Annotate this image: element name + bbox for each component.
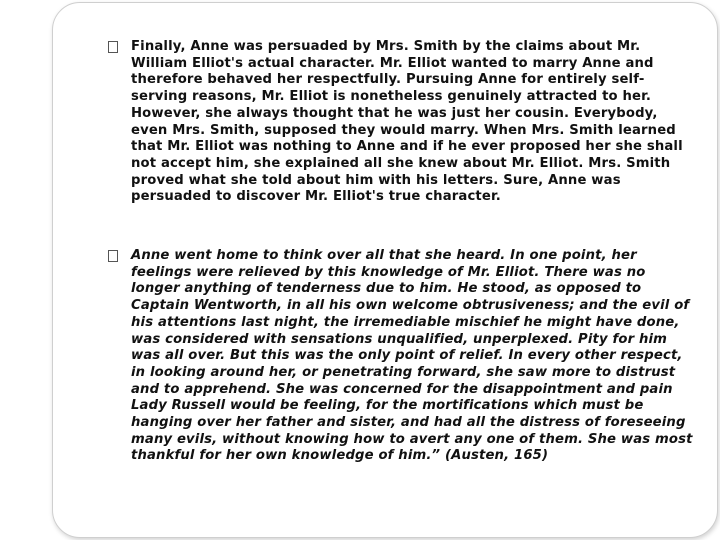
paragraph-austen-quote: Anne went home to think over all that she heard. In one point, her feelings were relieved by this knowledge of Mr. Elliot. There was no longer anything of tenderness due to him. He stood, as opposed to Captain Wentworth, in all his own welcome obtrusiveness; and the evil of his attentions last night, the irremediable mischief he might have done, was considered with sensations unqualified, unperplexed. Pity for him was all over. But this was the only point of relief. In every other respect, in looking around her, or penetrating forward, she saw more to distrust and to apprehend. She was concerned for the disappointment and pain Lady Russell would be feeling, for the mortifications which must be hanging over her father and sister, and had all the distress of foreseeing many evils, without knowing how to avert any one of them. She was most thankful for her own knowledge of him.” (Austen, 165): [131, 248, 693, 464]
bullet-marker-icon: [108, 250, 118, 262]
paragraph-mr-elliot-character: Finally, Anne was persuaded by Mrs. Smith by the claims about Mr. William Elliot's actual character. Mr. Elliot wanted to marry Anne and therefore behaved her respectfully. Pursuing Anne for entirely self-serving reasons, Mr. Elliot is nonetheless genuinely attracted to her. However, she always thought that he was just her cousin. Everybody, even Mrs. Smith, supposed they would marry. When Mrs. Smith learned that Mr. Elliot was nothing to Anne and if he ever proposed her she shall not accept him, she explained all she knew about Mr. Elliot. Mrs. Smith proved what she told about him with his letters. Sure, Anne was persuaded to discover Mr. Elliot's true character.: [131, 39, 683, 205]
bullet-marker-icon: [108, 41, 118, 53]
